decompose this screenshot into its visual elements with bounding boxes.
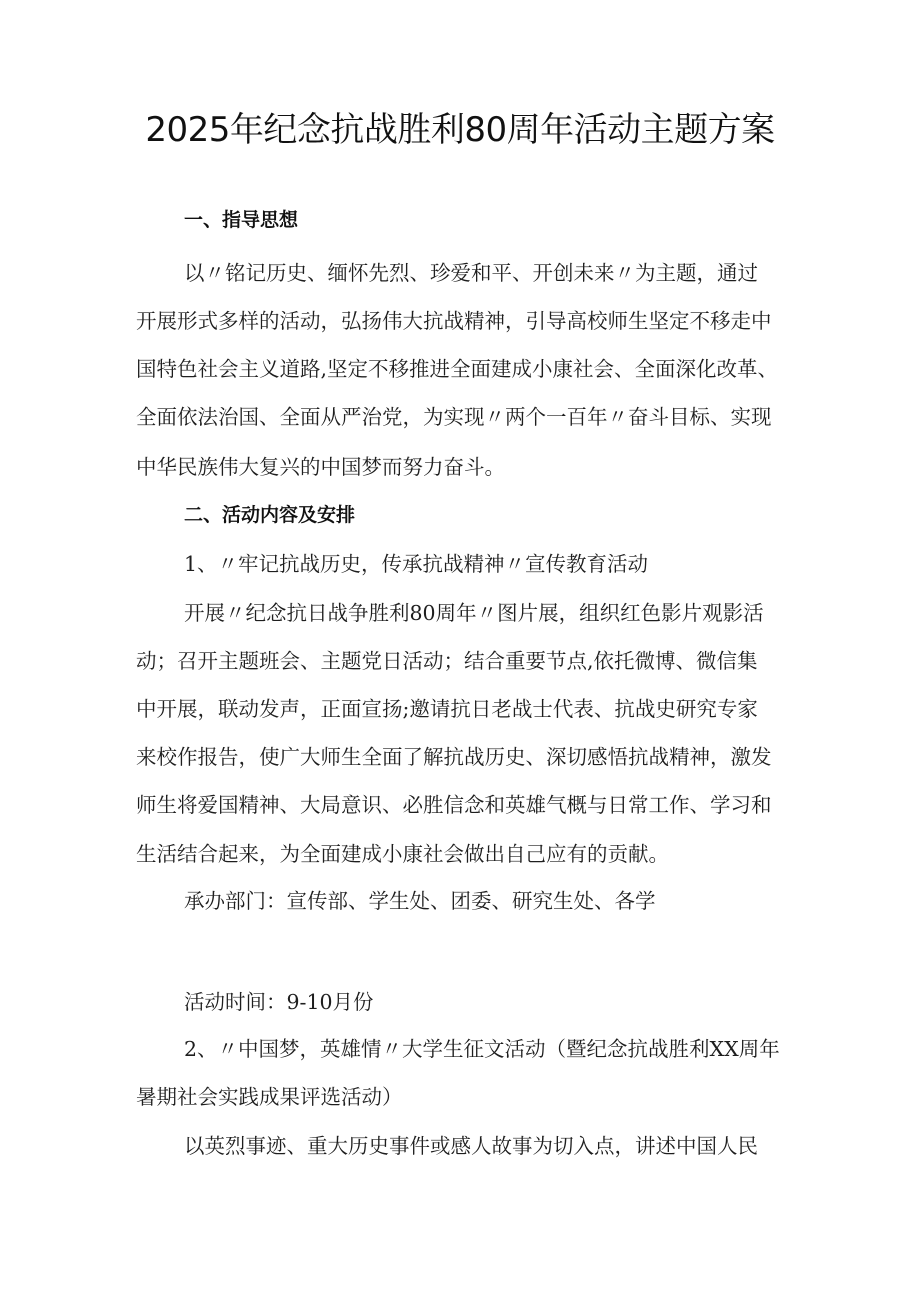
paragraph-line: 来校作报告，使广大师生全面了解抗战历史、深切感悟抗战精神，激发 xyxy=(136,745,772,769)
paragraph-line: 师生将爱国精神、大局意识、必胜信念和英雄气概与日常工作、学习和 xyxy=(136,793,772,817)
item-1-time: 活动时间：9-10月份 xyxy=(184,990,374,1014)
item-2-title-line: 暑期社会实践成果评选活动） xyxy=(136,1085,403,1109)
paragraph-line: 以英烈事迹、重大历史事件或感人故事为切入点，讲述中国人民 xyxy=(184,1134,758,1158)
item-1-title: 1、〃牢记抗战历史，传承抗战精神〃宣传教育活动 xyxy=(184,552,649,576)
paragraph-line: 国特色社会主义道路,坚定不移推进全面建成小康社会、全面深化改革、 xyxy=(136,357,779,381)
paragraph-line: 开展〃纪念抗日战争胜利80周年〃图片展，组织红色影片观影活 xyxy=(184,601,764,625)
paragraph-line: 中开展，联动发声，正面宣扬;邀请抗日老战士代表、抗战史研究专家 xyxy=(136,697,758,721)
paragraph-line: 以〃铭记历史、缅怀先烈、珍爱和平、开创未来〃为主题，通过 xyxy=(184,261,758,285)
paragraph-line: 生活结合起来，为全面建成小康社会做出自己应有的贡献。 xyxy=(136,842,669,866)
item-2-title-line: 2、〃中国梦，英雄情〃大学生征文活动（暨纪念抗战胜利XX周年 xyxy=(184,1037,780,1061)
section-heading-guiding-ideology: 一、指导思想 xyxy=(184,209,299,231)
paragraph-line: 动；召开主题班会、主题党日活动；结合重要节点,依托微博、微信集 xyxy=(136,649,758,673)
paragraph-line: 全面依法治国、全面从严治党，为实现〃两个一百年〃奋斗目标、实现 xyxy=(136,405,772,429)
paragraph-line: 中华民族伟大复兴的中国梦而努力奋斗。 xyxy=(136,455,505,479)
page-title: 2025年纪念抗战胜利80周年活动主题方案 xyxy=(145,110,775,150)
item-1-department: 承办部门：宣传部、学生处、团委、研究生处、各学 xyxy=(184,889,656,913)
section-heading-activities: 二、活动内容及安排 xyxy=(184,504,356,526)
paragraph-line: 开展形式多样的活动，弘扬伟大抗战精神，引导高校师生坚定不移走中 xyxy=(136,309,772,333)
